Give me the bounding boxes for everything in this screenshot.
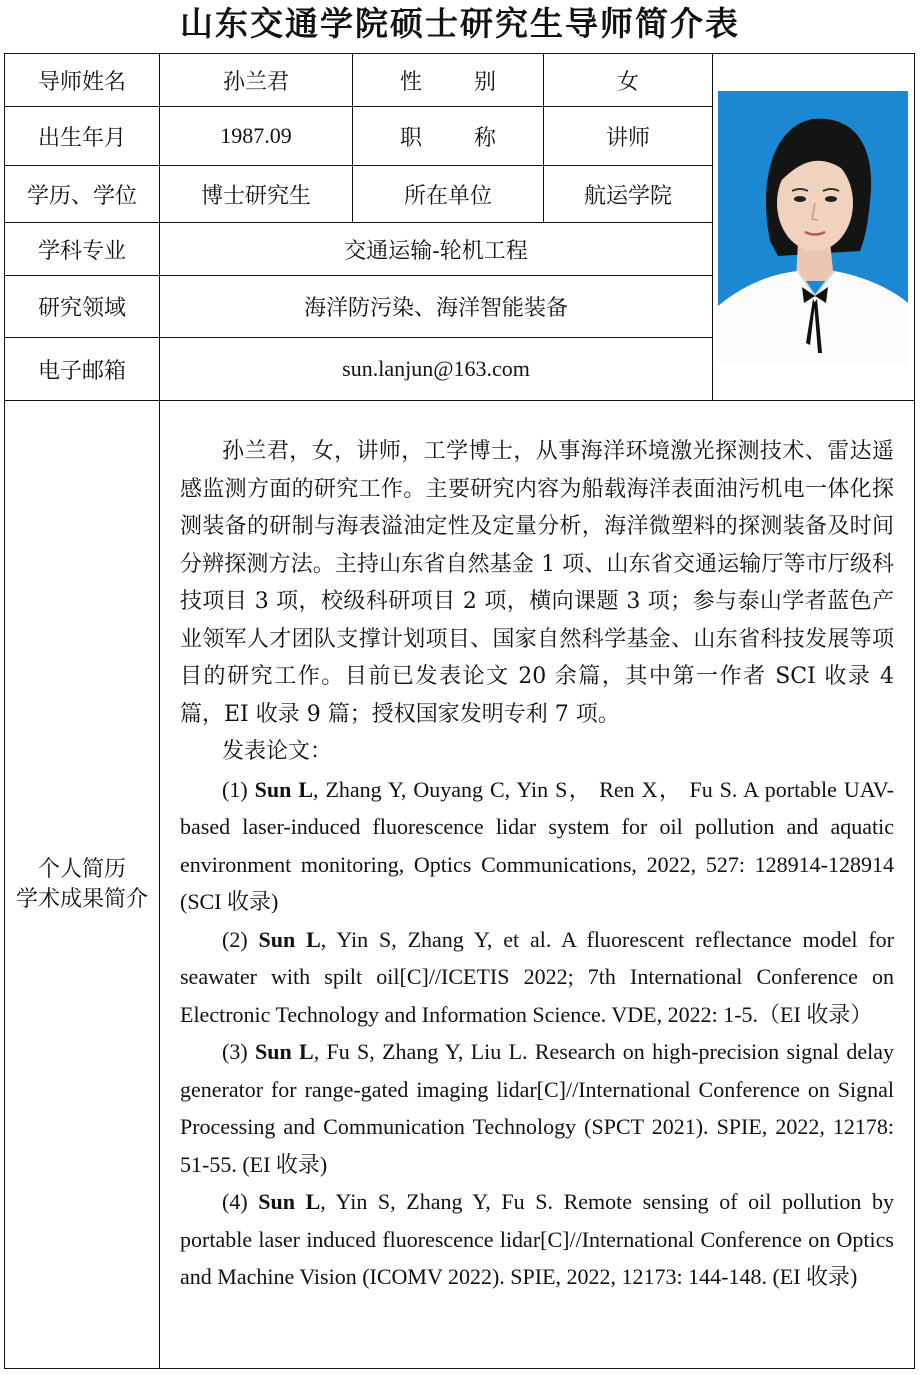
name-value: 孙兰君: [160, 54, 353, 107]
publications-heading: 发表论文：: [222, 739, 333, 764]
profile-table: [4, 53, 915, 1369]
research-value: 海洋防污染、海洋智能装备: [160, 276, 713, 338]
name-label: 导师姓名: [5, 54, 160, 107]
degree-value: 博士研究生: [160, 166, 353, 223]
publication-number: (1): [222, 776, 255, 802]
photo-cell: [713, 54, 915, 401]
publication-author: Sun L: [258, 1189, 321, 1214]
gender-label-char-2: 别: [474, 69, 497, 95]
gender-label-char-1: 性: [399, 69, 422, 95]
unit-label: 所在单位: [353, 166, 544, 223]
birth-value: 1987.09: [160, 107, 353, 166]
publication-item-3: [180, 1033, 894, 1183]
bio-label-line-1: 个人简历: [37, 856, 126, 882]
bio-content: [160, 401, 915, 1369]
publication-item-4: [180, 1183, 894, 1296]
unit-value: 航运学院: [544, 166, 713, 223]
publication-author: Sun L: [254, 1039, 314, 1064]
publication-details: , Yin S, Zhang Y, et al. A fluorescent reflectance model for seawater with spilt oil[C]//ICETIS 2022; 7th International Conference on Electronic Technology and Information Science. VDE, 2022: 1-5.（EI 收录）: [180, 926, 894, 1027]
email-label: 电子邮箱: [5, 338, 160, 401]
bio-paragraph: 孙兰君，女，讲师，工学博士，从事海洋环境激光探测技术、雷达遥感监测方面的研究工作。主要研究内容为船载海洋表面油污机电一体化探测装备的研制与海表溢油定性及定量分析，海洋微塑料的探测装备及时间分辨探测方法。主持山东省自然基金 1 项、山东省交通运输厅等市厅级科技项目 3 项，校级科研项目 2 项，横向课题 3 项；参与泰山学者蓝色产业领军人才团队支撑计划项目、国家自然科学基金、山东省科技发展等项目的研究工作。目前已发表论文 20 余篇，其中第一作者 SCI 收录 4 篇，EI 收录 9 篇；授权国家发明专利 7 项。: [180, 439, 894, 727]
publication-number: (4): [222, 1189, 259, 1214]
publication-number: (3): [222, 1039, 255, 1064]
job-title-value: 讲师: [544, 107, 713, 166]
gender-value: 女: [544, 54, 713, 107]
publication-details: , Zhang Y, Ouyang C, Yin S， Ren X， Fu S. A portable UAV-based laser-induced fluorescence lidar system for oil pollution and aquatic environment monitoring, Optics Communications, 2022, 527: 128914-128914 (SCI 收录): [180, 776, 894, 914]
publication-author: Sun L: [254, 776, 313, 802]
birth-label: 出生年月: [5, 107, 160, 166]
major-value: 交通运输-轮机工程: [160, 223, 713, 276]
major-label: 学科专业: [5, 223, 160, 276]
publication-author: Sun L: [258, 926, 321, 952]
research-label: 研究领域: [5, 276, 160, 338]
job-title-label-char-2: 称: [474, 125, 497, 151]
publication-details: , Fu S, Zhang Y, Liu L. Research on high-precision signal delay generator for range-gated imaging lidar[C]//International Conference on Signal Processing and Communication Technology (SPCT 2021). SPIE, 2022, 12178: 51-55. (EI 收录): [180, 1039, 894, 1177]
job-title-label: [353, 107, 544, 166]
publication-item-1: [180, 771, 894, 921]
publication-number: (2): [222, 926, 259, 952]
job-title-label-char-1: 职: [399, 125, 422, 151]
email-value: sun.lanjun@163.com: [160, 338, 713, 401]
gender-label: [353, 54, 544, 107]
degree-label: 学历、学位: [5, 166, 160, 223]
bio-label-line-2: 学术成果简介: [15, 886, 148, 912]
portrait-drawing: [718, 91, 908, 365]
portrait-photo: [718, 91, 908, 365]
publication-item-2: [180, 921, 894, 1034]
page-title: 山东交通学院硕士研究生导师简介表: [180, 4, 740, 43]
bio-label: [5, 401, 160, 1369]
publication-details: , Yin S, Zhang Y, Fu S. Remote sensing of oil pollution by portable laser induced fluorescence lidar[C]//International Conference on Optics and Machine Vision (ICOMV 2022). SPIE, 2022, 12173: 144-148. (EI 收录): [180, 1189, 894, 1289]
